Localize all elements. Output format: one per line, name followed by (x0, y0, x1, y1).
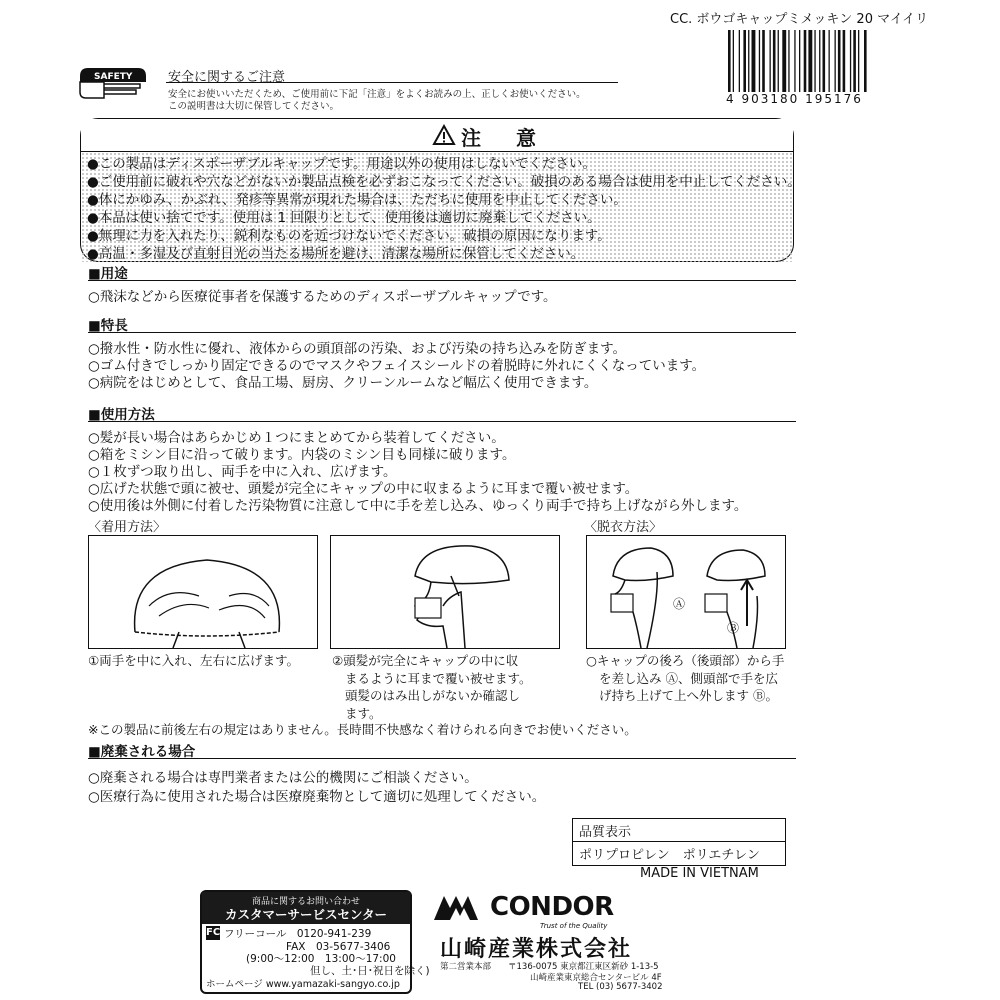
features-heading: ■特長 (88, 318, 128, 334)
method-heading: ■使用方法 (88, 407, 155, 423)
contact-header (202, 892, 410, 924)
caption-2 (332, 652, 532, 722)
quality-divider (573, 841, 785, 842)
method-line: ○髪が長い場合はあらかじめ１つにまとめてから装着してください。 (88, 430, 505, 446)
method-line: ○１枚ずつ取り出し、両手を中に入れ、広げます。 (88, 464, 397, 480)
caution-item: ●本品は使い捨てです。使用は 1 回限りとして、使用後は適切に廃棄してください。 (87, 210, 601, 226)
caution-header (81, 119, 793, 152)
marker-a: Ⓐ (673, 597, 686, 611)
illustration-spread-cap (88, 535, 318, 649)
contact-homepage: ホームページ www.yamazaki-sangyo.co.jp (206, 979, 400, 990)
caption-line: 頭髪のはみ出しがないか確認し (345, 688, 521, 703)
freecall-icon: FC (206, 927, 221, 938)
caution-box (80, 118, 801, 262)
made-in: MADE IN VIETNAM (640, 866, 759, 881)
address-2: 山崎産業東京総合センタービル 4F (530, 973, 662, 983)
removal-label: 〈脱衣方法〉 (584, 520, 663, 535)
brand-logo-text: CONDOR (490, 892, 614, 922)
features-line: ○撥水性・防水性に優れ、液体からの頭頂部の汚染、および汚染の持ち込みを防ぎます。 (88, 341, 627, 357)
method-line: ○広げた状態で頭に被せ、頭髪が完全にキャップの中に収まるように耳まで覆い被せます。 (88, 481, 639, 497)
company-name: 山崎産業株式会社 (440, 937, 633, 962)
cap-hands-illustration (89, 536, 317, 648)
warning-icon (433, 125, 455, 145)
note: ※この製品に前後左右の規定はありません。長時間不快感なく着けられる向きでお使いください。 (88, 722, 637, 737)
contact-freecall: フリーコール 0120-941-239 (224, 928, 372, 940)
contact-hours: (9:00〜12:00 13:00〜17:00 (246, 953, 396, 965)
caution-title: 注 意 (461, 126, 550, 150)
cap-removal-illustration (587, 536, 785, 648)
wearing-label: 〈着用方法〉 (88, 520, 167, 535)
barcode (726, 30, 916, 92)
caution-item: ●ご使用前に破れや穴などがないか製品点検を必ずおこなってください。破損のある場合は使用を中止してください。 (87, 174, 801, 190)
safety-badge (74, 62, 154, 102)
method-divider (88, 421, 796, 422)
caption-line: げ持ち上げて上へ外します Ⓑ。 (599, 688, 778, 703)
safety-divider (166, 82, 618, 83)
method-line: ○箱をミシン目に沿って破ります。内袋のミシン目も同様に破ります。 (88, 447, 516, 463)
features-line: ○ゴム付きでしっかり固定できるのでマスクやフェイスシールドの着脱時に外れにくくなっています。 (88, 358, 706, 374)
safety-line: この説明書は大切に保管してください。 (168, 101, 340, 112)
marker-b: Ⓑ (727, 621, 740, 635)
disposal-heading: ■廃棄される場合 (88, 744, 196, 760)
quality-label: 品質表示 (579, 825, 632, 840)
caption-line: ○キャップの後ろ（後頭部）から手 (586, 653, 785, 668)
usage-line: ○飛沫などから医療従事者を保護するためのディスポーザブルキャップです。 (88, 289, 557, 305)
safety-hand-icon (74, 62, 154, 102)
contact-fax: FAX 03-5677-3406 (286, 941, 391, 953)
barcode-number: 4 903180 195176 (726, 92, 863, 106)
caution-item: ●高温・多湿及び直射日光の当たる場所を避け、清潔な場所に保管してください。 (87, 246, 585, 262)
caution-item: ●体にかゆみ、かぶれ、発疹等異常が現れた場合は、ただちに使用を中止してください。 (87, 192, 627, 208)
disposal-line: ○医療行為に使用された場合は医療廃棄物として適切に処理してください。 (88, 789, 546, 805)
dept: 第二営業本部 (440, 962, 492, 972)
caption-line: ます。 (345, 705, 382, 721)
caution-item: ●この製品はディスポーザブルキャップです。用途以外の使用はしないでください。 (87, 156, 596, 172)
usage-heading: ■用途 (88, 266, 128, 282)
caption-3 (586, 652, 784, 705)
caution-body (81, 152, 801, 262)
caption-line: ②頭髪が完全にキャップの中に収 (332, 653, 519, 668)
safety-badge-text: SAFETY (94, 72, 133, 82)
illustration-wear-cap (330, 535, 560, 649)
caption-line: ①両手を中に入れ、左右に広げます。 (88, 653, 299, 668)
quality-box (572, 818, 786, 866)
contact-small: 商品に関するお問い合わせ (251, 897, 360, 907)
features-divider (88, 332, 796, 333)
condor-logo-icon (432, 892, 492, 922)
disposal-divider (88, 758, 796, 759)
quality-value: ポリプロピレン ポリエチレン (579, 848, 760, 863)
product-name: CC. ボウゴキャップミメッキン 20 マイイリ (670, 12, 929, 27)
features-line: ○病院をはじめとして、食品工場、厨房、クリーンルームなど幅広く使用できます。 (88, 375, 598, 391)
caution-item: ●無理に力を入れたり、鋭利なものを近づけないでください。破損の原因になります。 (87, 228, 611, 244)
contact-hours2: 但し、土･日･祝日を除く) (310, 965, 430, 977)
disposal-line: ○廃棄される場合は専門業者または公的機関にご相談ください。 (88, 770, 478, 786)
method-line: ○使用後は外側に付着した汚染物質に注意して中に手を差し込み、ゆっくり両手で持ち上げながら外します。 (88, 498, 748, 514)
caption-line: まるように耳まで覆い被せます。 (345, 670, 532, 686)
caption-line: を差し込み Ⓐ、側頭部で手を広 (599, 670, 778, 686)
safety-line: 安全にお使いいただくため、ご使用前に下記「注意」をよくお読みの上、正しくお使いください。 (168, 89, 586, 100)
contact-title: カスタマーサービスセンター (224, 907, 387, 922)
usage-divider (88, 280, 796, 281)
caption-1 (88, 652, 299, 670)
illustration-remove-cap (586, 535, 786, 649)
brand-tel: TEL (03) 5677-3402 (578, 982, 663, 992)
safety-title: 安全に関するご注意 (168, 70, 286, 85)
cap-wearing-illustration (331, 536, 559, 648)
address-1: 〒136-0075 東京都江東区新砂 1-13-5 (508, 962, 659, 972)
contact-box (200, 890, 430, 994)
brand-tagline: Trust of the Quality (540, 922, 608, 930)
